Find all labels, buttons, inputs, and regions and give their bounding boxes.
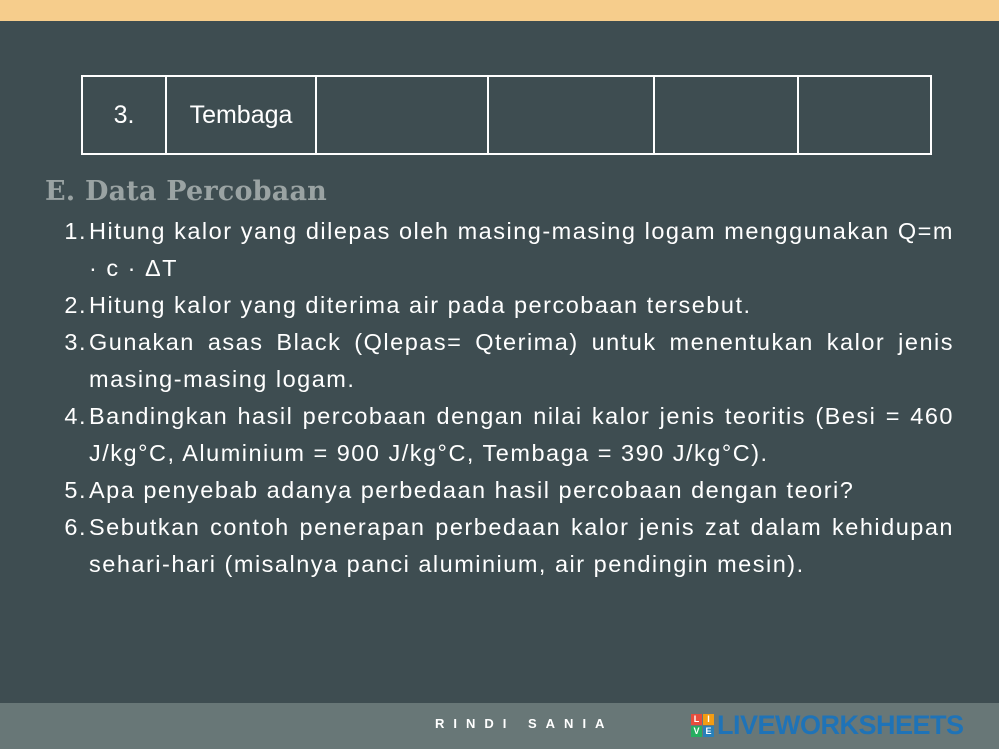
list-item-text: Sebutkan contoh penerapan perbedaan kalor jenis zat dalam kehidupan sehari-hari (misalnya panci aluminium, air pendingin mesin). bbox=[89, 514, 954, 577]
list-item-text: Hitung kalor yang dilepas oleh masing-masing logam menggunakan Q=m · c · ΔT bbox=[89, 218, 954, 281]
section-heading: E. Data Percobaan bbox=[45, 176, 327, 207]
top-accent-bar bbox=[0, 0, 999, 21]
table-cell-input[interactable] bbox=[654, 76, 798, 154]
list-item bbox=[55, 472, 954, 509]
list-item bbox=[55, 213, 954, 287]
logo-squares-icon bbox=[691, 714, 714, 737]
list-item-number: 1. bbox=[64, 218, 87, 244]
footer-author: RINDI SANIA bbox=[435, 716, 614, 731]
table-row bbox=[82, 76, 931, 154]
list-item-number: 3. bbox=[64, 329, 87, 355]
logo-letter: E bbox=[703, 726, 714, 737]
table-cell-input[interactable] bbox=[488, 76, 654, 154]
logo-letter: V bbox=[691, 726, 702, 737]
list-item-number: 4. bbox=[64, 403, 87, 429]
table-cell-number: 3. bbox=[82, 76, 166, 154]
list-item-number: 5. bbox=[64, 477, 87, 503]
table-cell-metal: Tembaga bbox=[166, 76, 316, 154]
liveworksheets-logo[interactable] bbox=[691, 710, 964, 740]
data-table bbox=[81, 75, 932, 155]
table-cell-input[interactable] bbox=[316, 76, 488, 154]
question-list bbox=[55, 213, 954, 583]
list-item-number: 6. bbox=[64, 514, 87, 540]
table-cell-input[interactable] bbox=[798, 76, 931, 154]
list-item bbox=[55, 324, 954, 398]
logo-letter: L bbox=[691, 714, 702, 725]
logo-text: LIVEWORKSHEETS bbox=[717, 709, 964, 740]
list-item-text: Apa penyebab adanya perbedaan hasil percobaan dengan teori? bbox=[89, 477, 855, 503]
list-item-number: 2. bbox=[64, 292, 87, 318]
logo-letter: I bbox=[703, 714, 714, 725]
list-item-text: Gunakan asas Black (Qlepas= Qterima) untuk menentukan kalor jenis masing-masing logam. bbox=[89, 329, 954, 392]
list-item-text: Bandingkan hasil percobaan dengan nilai kalor jenis teoritis (Besi = 460 J/kg°C, Aluminium = 900 J/kg°C, Tembaga = 390 J/kg°C). bbox=[89, 403, 954, 466]
list-item bbox=[55, 509, 954, 583]
list-item-text: Hitung kalor yang diterima air pada percobaan tersebut. bbox=[89, 292, 752, 318]
list-item bbox=[55, 287, 954, 324]
list-item bbox=[55, 398, 954, 472]
